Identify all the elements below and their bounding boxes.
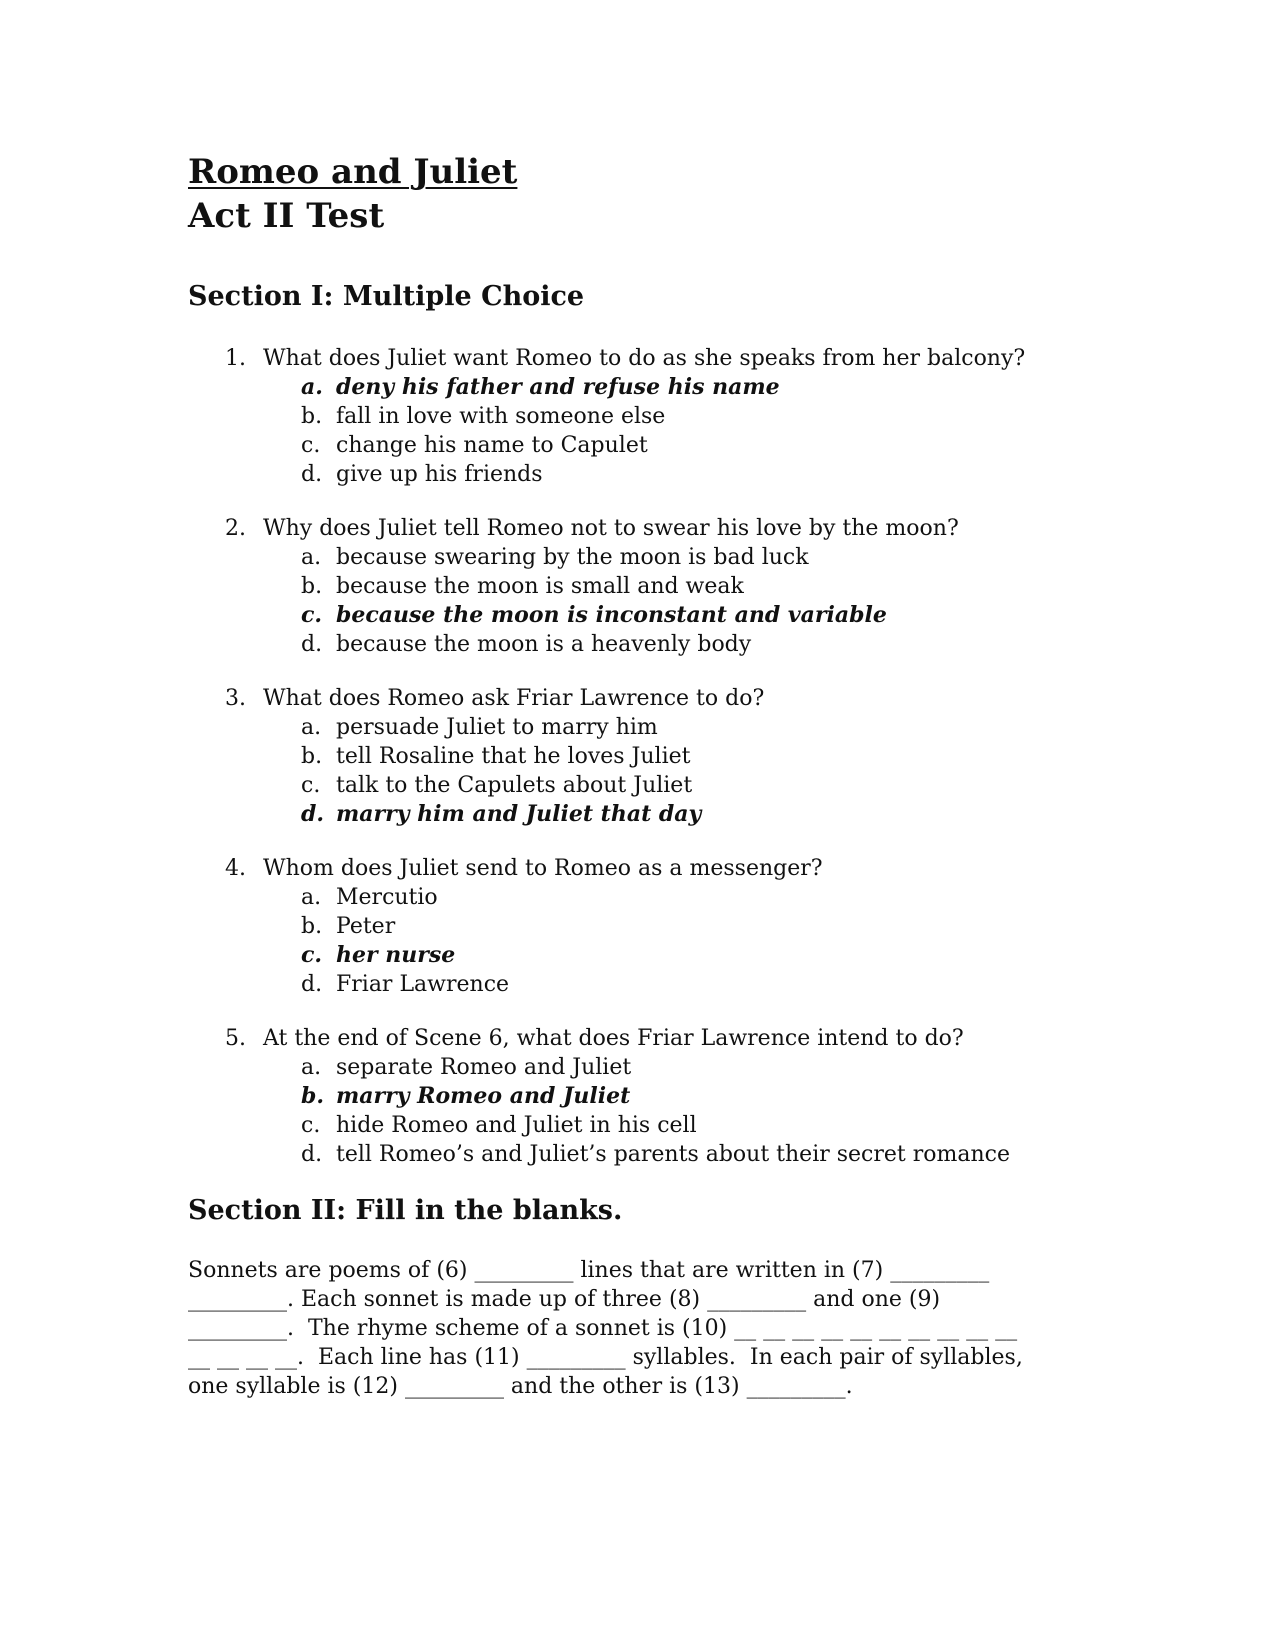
option-text: deny his father and refuse his name (336, 374, 780, 400)
answer-option (188, 1053, 1068, 1082)
answer-option (188, 431, 1068, 460)
question-stem (188, 684, 1068, 713)
question-number: 2. (225, 516, 246, 541)
answer-options (188, 543, 1068, 659)
section-2-heading: Section II: Fill in the blanks. (188, 1195, 623, 1226)
option-text: because swearing by the moon is bad luck (336, 545, 809, 570)
option-text: Friar Lawrence (336, 972, 510, 997)
title-line-2: Act II Test (188, 196, 385, 236)
option-letter: c. (301, 773, 321, 798)
option-letter: b. (301, 404, 323, 429)
answer-option (188, 883, 1068, 912)
option-text: marry Romeo and Juliet (336, 1083, 631, 1109)
answer-options (188, 1053, 1068, 1169)
question-number-box (188, 344, 263, 373)
option-letter: d. (301, 801, 325, 827)
answer-option-correct (188, 1082, 1068, 1111)
option-letter: a. (301, 374, 323, 400)
answer-option (188, 771, 1068, 800)
option-text: because the moon is small and weak (336, 574, 744, 599)
option-text: fall in love with someone else (336, 404, 666, 429)
option-text: because the moon is a heavenly body (336, 632, 752, 657)
question-5 (188, 1024, 1068, 1169)
question-text: What does Juliet want Romeo to do as she speaks from her balcony? (263, 346, 1026, 371)
option-letter: d. (301, 1142, 323, 1167)
option-letter: b. (301, 1083, 325, 1109)
answer-options (188, 373, 1068, 489)
answer-option (188, 630, 1068, 659)
option-text: persuade Juliet to marry him (336, 715, 658, 740)
option-letter: b. (301, 744, 323, 769)
question-number: 5. (225, 1026, 246, 1051)
fill-in-the-blanks-paragraph: Sonnets are poems of (6) _________ lines that are written in (7) _________ _________. Each sonnet is made up of three (8) _________ and one (9) _________. The rhyme scheme of a sonnet is (10) __ __ __ __ __ __ __ __ __ __ __ __ __ __. Each line has (11) _________ syllables. In each pair of syllables, one syllable is (12) _________ and the other is (13) _________. (188, 1258, 1030, 1399)
option-text: because the moon is inconstant and variable (336, 602, 887, 628)
option-letter: b. (301, 574, 323, 599)
answer-option-correct (188, 601, 1068, 630)
answer-option (188, 1140, 1068, 1169)
test-document (188, 150, 1068, 1401)
section-1-heading: Section I: Multiple Choice (188, 281, 585, 312)
answer-option (188, 912, 1068, 941)
question-text: At the end of Scene 6, what does Friar Lawrence intend to do? (263, 1026, 964, 1051)
option-text: hide Romeo and Juliet in his cell (336, 1113, 697, 1138)
question-1 (188, 344, 1068, 489)
answer-option-correct (188, 941, 1068, 970)
option-text: tell Rosaline that he loves Juliet (336, 744, 691, 769)
question-4 (188, 854, 1068, 999)
question-number: 1. (225, 346, 246, 371)
option-letter: c. (301, 433, 321, 458)
question-stem (188, 854, 1068, 883)
option-text: change his name to Capulet (336, 433, 648, 458)
option-text: tell Romeo’s and Juliet’s parents about their secret romance (336, 1142, 1010, 1167)
question-number: 3. (225, 686, 246, 711)
question-number-box (188, 684, 263, 713)
question-number-box (188, 1024, 263, 1053)
question-number: 4. (225, 856, 246, 881)
option-text: Mercutio (336, 885, 438, 910)
option-letter: d. (301, 632, 323, 657)
option-letter: c. (301, 602, 323, 628)
question-3 (188, 684, 1068, 829)
document-title (188, 150, 1068, 238)
option-letter: d. (301, 462, 323, 487)
question-number-box (188, 514, 263, 543)
answer-option (188, 742, 1068, 771)
question-stem (188, 344, 1068, 373)
question-text: Why does Juliet tell Romeo not to swear his love by the moon? (263, 516, 959, 541)
answer-option-correct (188, 800, 1068, 829)
option-text: her nurse (336, 942, 456, 968)
option-letter: d. (301, 972, 323, 997)
option-letter: c. (301, 1113, 321, 1138)
question-2 (188, 514, 1068, 659)
option-letter: a. (301, 715, 322, 740)
answer-option (188, 1111, 1068, 1140)
question-list (188, 344, 1068, 1169)
question-stem (188, 514, 1068, 543)
answer-options (188, 883, 1068, 999)
answer-option (188, 543, 1068, 572)
answer-option-correct (188, 373, 1068, 402)
answer-option (188, 713, 1068, 742)
option-text: marry him and Juliet that day (336, 801, 702, 827)
option-text: give up his friends (336, 462, 543, 487)
option-letter: b. (301, 914, 323, 939)
option-letter: c. (301, 942, 323, 968)
title-line-1: Romeo and Juliet (188, 152, 518, 192)
question-number-box (188, 854, 263, 883)
option-text: separate Romeo and Juliet (336, 1055, 632, 1080)
answer-option (188, 970, 1068, 999)
option-letter: a. (301, 885, 322, 910)
option-text: Peter (336, 914, 396, 939)
answer-option (188, 460, 1068, 489)
option-text: talk to the Capulets about Juliet (336, 773, 693, 798)
question-stem (188, 1024, 1068, 1053)
answer-option (188, 402, 1068, 431)
question-text: What does Romeo ask Friar Lawrence to do? (263, 686, 765, 711)
option-letter: a. (301, 545, 322, 570)
answer-option (188, 572, 1068, 601)
option-letter: a. (301, 1055, 322, 1080)
answer-options (188, 713, 1068, 829)
question-text: Whom does Juliet send to Romeo as a messenger? (263, 856, 823, 881)
